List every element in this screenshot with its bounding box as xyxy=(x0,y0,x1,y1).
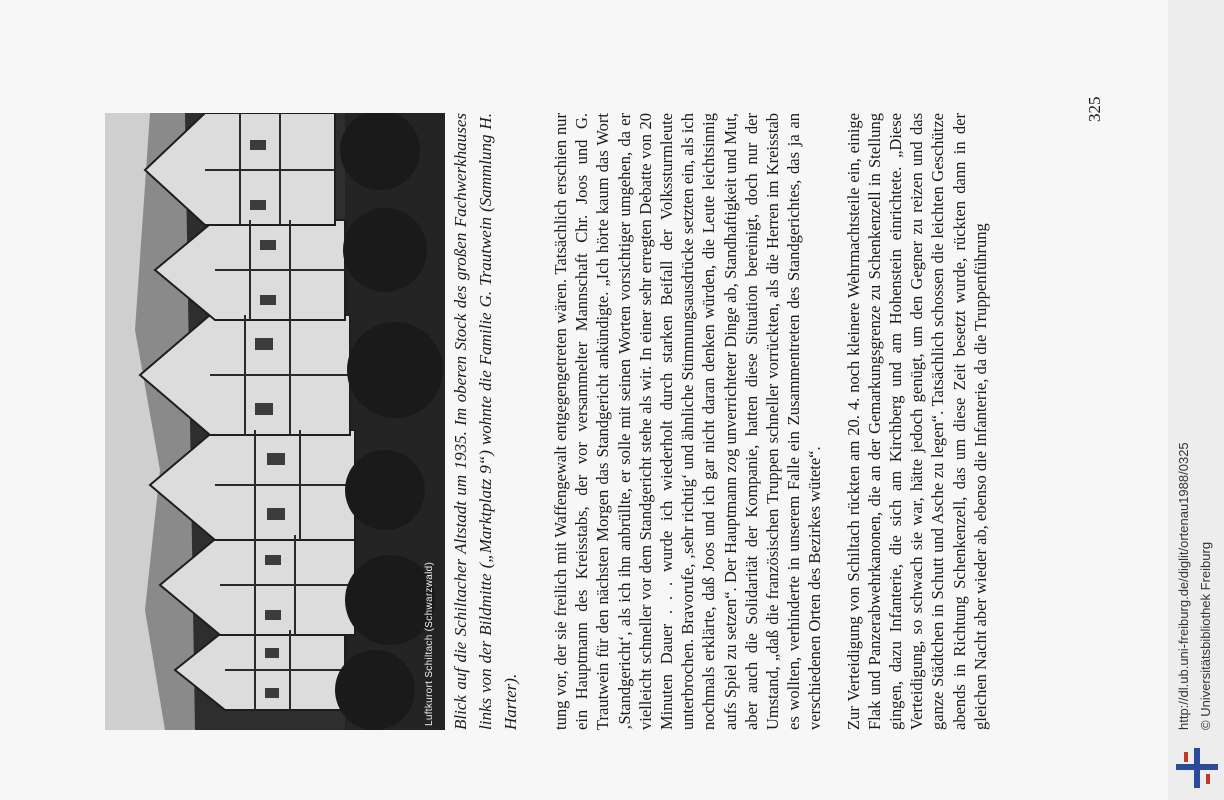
town-illustration xyxy=(105,113,445,730)
page-number: 325 xyxy=(1085,96,1104,122)
figure-caption xyxy=(448,113,523,730)
university-library-logo-icon xyxy=(1176,748,1218,788)
historic-photo xyxy=(105,113,445,730)
photo-label: Luftkurort Schiltach (Schwarzwald) xyxy=(424,561,435,726)
source-url[interactable]: http://dl.ub.uni-freiburg.de/diglit/ortenau1988/0325 xyxy=(1176,442,1191,730)
viewer-sidebar xyxy=(1168,0,1224,800)
paragraph-1: tung vor, der sie freilich mit Waffengewalt entgegengetreten wären. Tatsächlich erschien nur ein Hauptmann des Kreisstabs, der vor versammelter Mannschaft Chr. Joos und G. Trautwein für den nächsten Morgen das Standgericht ankündigte. „Ich hörte kaum das Wort ‚Standgericht‘, als ich ihn anbrüllte, er solle mit seinen Worten vorsichtiger umgehen, da er vielleicht schneller vor dem Standgericht stehe als wir. In einer sehr erregten Debatte von 20 Minuten Dauer . . . wurde ich wiederholt durch starken Beifall der Volkssturmleute unterbrochen. Bravorufe, ‚sehr richtig‘ und ähnliche Stimmungsausdrücke setzten ein, als ich nochmals erklärte, daß Joos und ich gar nicht daran denken würden, die Leute leichtsinnig aufs Spiel zu setzen“. Der Hauptmann zog unverrichteter Dinge ab, Standhaftigkeit und Mut, aber auch die Solidarität der Kompanie, hatten diese Situation bereinigt, doch nur der Umstand, „daß die französischen Truppen schneller vorrückten, als die Herren im Kreisstab es wollten, verhinderte in unserem Falle ein Zusammentreten des Standgerichtes, das ja an verschiedenen Orten des Bezirkes wütete“. xyxy=(551,113,825,730)
sidebar-text xyxy=(1168,0,1224,800)
caption-text: Blick auf die Schiltacher Altstadt um 1935. Im oberen Stock des großen Fachwerkhauses links von der Bildmitte („Marktplatz 9“) wohnte die Familie G. Trautwein (Sammlung H. Harter). xyxy=(451,113,520,730)
body-text xyxy=(550,113,991,730)
copyright-notice: © Universitätsbibliothek Freiburg xyxy=(1198,541,1213,730)
paragraph-2: Zur Verteidigung von Schiltach rückten am 20. 4. noch kleinere Wehrmachtsteile ein, einige Flak und Panzerabwehrkanonen, die an der Gemarkungsgrenze zu Schenkenzell in Stellung gingen, dazu Infanterie, die sich am Kirchberg und am Hohenstein einrichtete. „Diese Verteidigung, so schwach sie war, hätte jedoch genügt, um den Gegner zu reizen und das ganze Städtchen in Schutt und Asche zu legen“. Tatsächlich schossen die leichten Geschütze abends in Richtung Schenkenzell, das um diese Zeit besetzt wurde, rückten dann in der gleichen Nacht aber wieder ab, ebenso die Infanterie, da die Truppenführung xyxy=(843,113,990,730)
